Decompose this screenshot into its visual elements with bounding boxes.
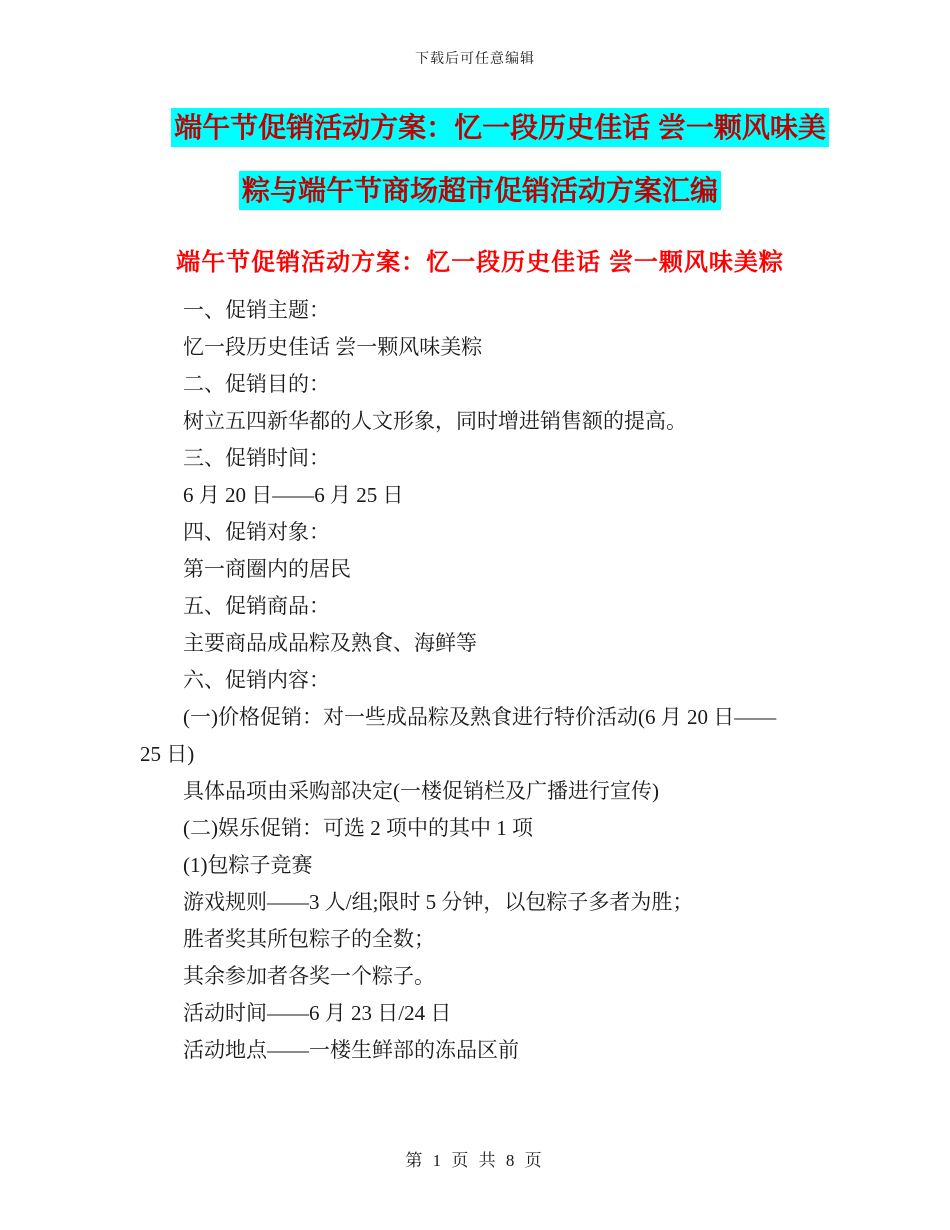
paragraph-line <box>140 625 840 662</box>
title-highlight: 粽与端午节商场超市促销活动方案汇编 <box>239 171 721 210</box>
paragraph-line <box>140 403 840 440</box>
paragraph-line <box>140 1032 840 1069</box>
paragraph-line-text: 三、促销时间： <box>183 446 330 470</box>
paragraph-line <box>140 514 840 551</box>
header-note: 下载后可任意编辑 <box>415 52 535 67</box>
paragraph-line-text: 主要商品成品粽及熟食、海鲜等 <box>183 631 477 655</box>
paragraph-line <box>140 773 840 810</box>
paragraph-line-text: 游戏规则——3 人/组;限时 5 分钟，以包粽子多者为胜； <box>183 890 694 914</box>
paragraph-line-text: (1)包粽子竞赛 <box>183 853 313 877</box>
paragraph-line <box>140 736 840 773</box>
page-number-footer: 第 1 页 共 8 页 <box>405 1151 545 1170</box>
paragraph-line-text: 一、促销主题： <box>183 298 330 322</box>
document-title-line <box>140 159 820 222</box>
document-title <box>140 96 826 222</box>
paragraph-line-text: 6 月 20 日——6 月 25 日 <box>183 483 404 507</box>
paragraph-line <box>140 662 840 699</box>
paragraph-line-text: 其余参加者各奖一个粽子。 <box>183 964 435 988</box>
document-title-line <box>140 96 826 159</box>
paragraph-line <box>140 440 840 477</box>
paragraph-line <box>140 477 840 514</box>
paragraph-line <box>140 884 840 921</box>
paragraph-line <box>140 810 840 847</box>
paragraph-line-text: 25 日) <box>140 742 195 766</box>
paragraph-line-text: (二)娱乐促销：可选 2 项中的其中 1 项 <box>183 816 533 840</box>
paragraph-line <box>140 921 840 958</box>
paragraph-line-text: 四、促销对象： <box>183 520 330 544</box>
paragraph-line <box>140 551 840 588</box>
paragraph-line-text: 二、促销目的： <box>183 372 330 396</box>
paragraph-line-text: 活动地点——一楼生鲜部的冻品区前 <box>183 1038 519 1062</box>
paragraph-line <box>140 329 840 366</box>
paragraph-line <box>140 847 840 884</box>
paragraph-line-text: 活动时间——6 月 23 日/24 日 <box>183 1001 452 1025</box>
paragraph-line-text: 六、促销内容： <box>183 668 330 692</box>
paragraph-line-text: 忆一段历史佳话 尝一颗风味美粽 <box>183 335 483 359</box>
paragraph-line <box>140 292 840 329</box>
title-highlight: 端午节促销活动方案：忆一段历史佳话 尝一颗风味美 <box>171 108 829 147</box>
paragraph-line <box>140 588 840 625</box>
paragraph-line <box>140 366 840 403</box>
paragraph-line-text: 五、促销商品： <box>183 594 330 618</box>
paragraph-line <box>140 699 840 736</box>
paragraph-line-text: 树立五四新华都的人文形象，同时增进销售额的提高。 <box>183 409 687 433</box>
paragraph-line <box>140 995 840 1032</box>
paragraph-line <box>140 958 840 995</box>
paragraph-line-text: 胜者奖其所包粽子的全数； <box>183 927 435 951</box>
paragraph-line-text: 第一商圈内的居民 <box>183 557 351 581</box>
document-body <box>140 292 840 1069</box>
paragraph-line-text: 具体品项由采购部决定(一楼促销栏及广播进行宣传) <box>183 779 659 803</box>
section-heading: 端午节促销活动方案：忆一段历史佳话 尝一颗风味美粽 <box>176 249 784 276</box>
paragraph-line-text: (一)价格促销：对一些成品粽及熟食进行特价活动(6 月 20 日—— <box>183 705 777 729</box>
